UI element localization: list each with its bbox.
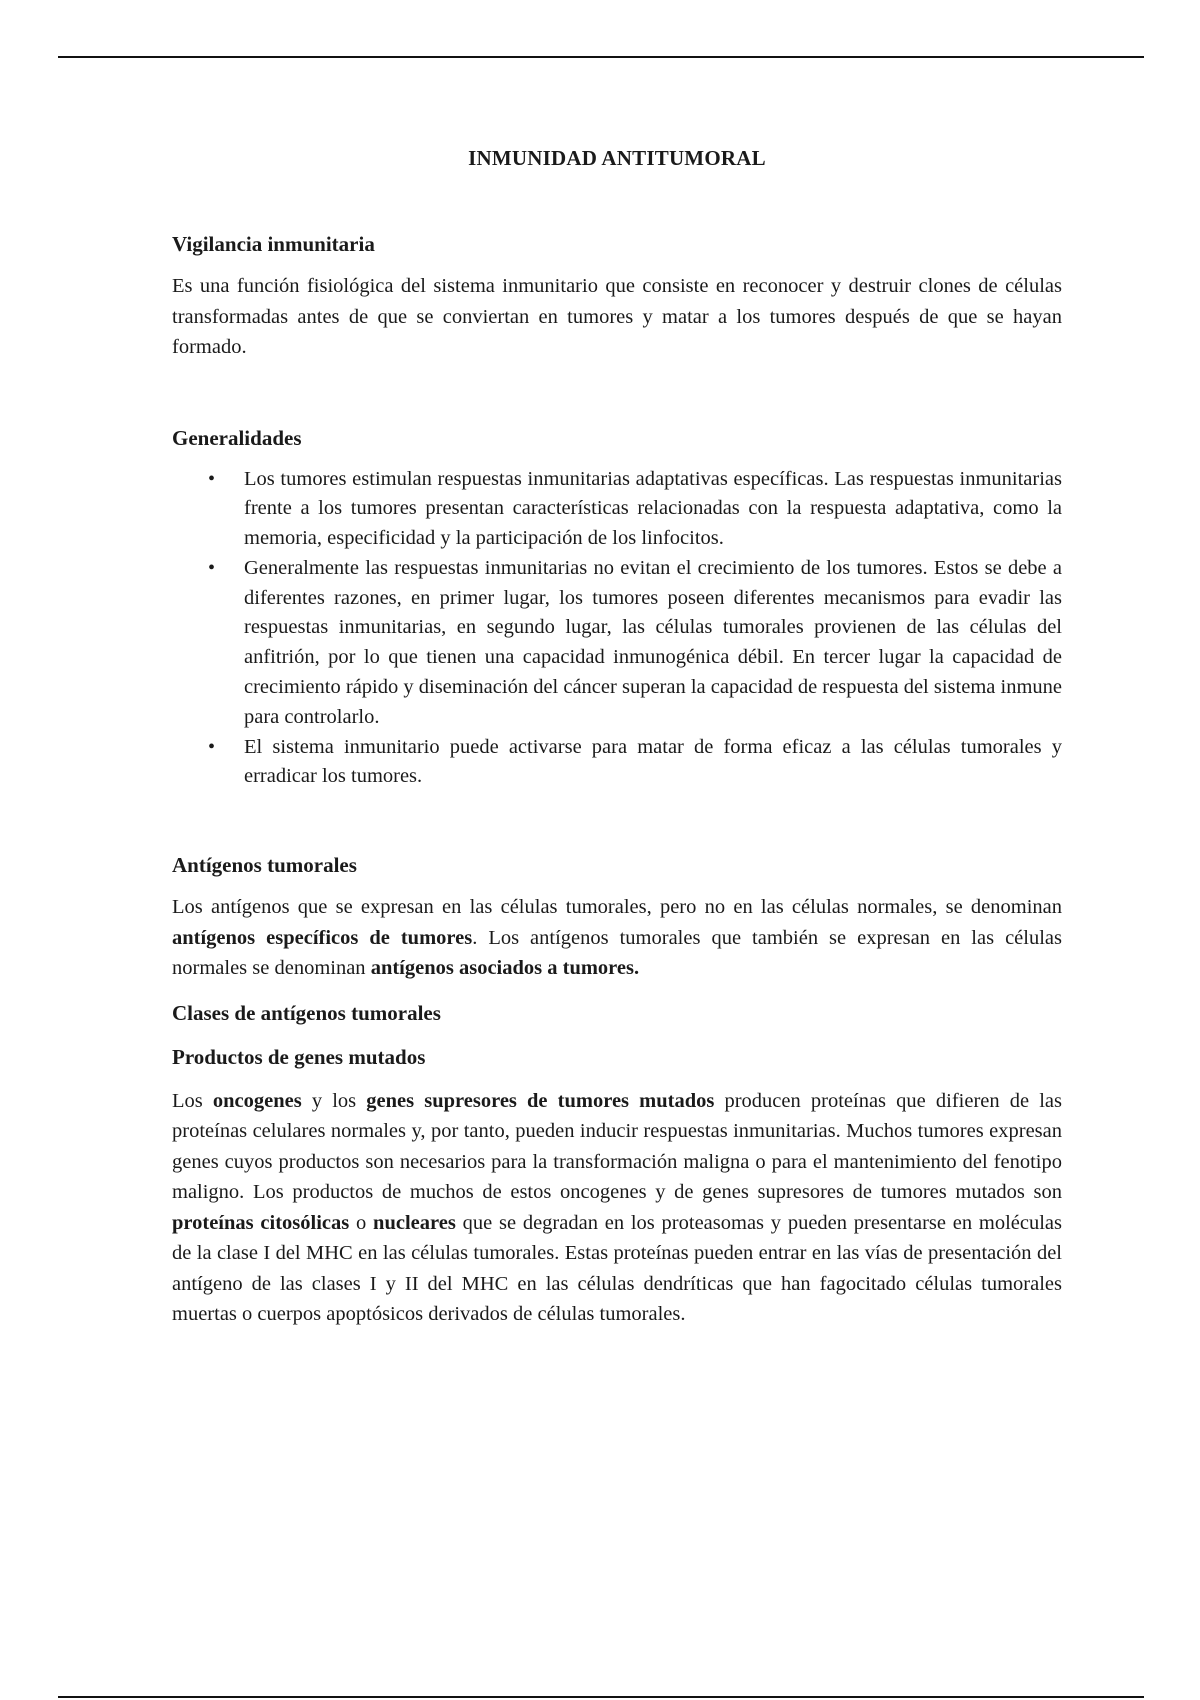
text-run: y los: [301, 1089, 367, 1112]
section-heading: Antígenos tumorales: [172, 853, 357, 878]
section-heading-productos: Productos de genes mutados: [172, 1044, 426, 1069]
bold-term: nucleares: [373, 1211, 456, 1234]
text-run: Los: [172, 1089, 213, 1112]
text-run: o: [349, 1211, 374, 1234]
bold-term: oncogenes: [212, 1089, 302, 1112]
section-heading: Vigilancia inmunitaria: [172, 232, 375, 256]
section-paragraph: [172, 892, 1062, 984]
text-run: Los antígenos que se expresan en las células tumorales, pero no en las células normales, se denominan: [172, 896, 1062, 919]
section-paragraph: Es una función fisiológica del sistema inmunitario que consiste en reconocer y destruir clones de células transformadas antes de que se conviertan en tumores y matar a los tumores después de que se hayan formado.: [172, 275, 1062, 358]
list-item: • El sistema inmunitario puede activarse para matar de forma eficaz a las células tumorales y erradicar los tumores.: [244, 733, 1062, 793]
section-paragraph: [172, 1086, 1062, 1330]
list-item: • Generalmente las respuestas inmunitarias no evitan el crecimiento de los tumores. Estos se debe a diferentes razones, en primer lugar, los tumores poseen diferentes mecanismos para evadir las respuestas inmunitarias, en segundo lugar, las células tumorales provienen de las células del anfitrión, por lo que tienen una capacidad inmunogénica débil. En tercer lugar la capacidad de crecimiento rápido y diseminación del cáncer superan la capacidad de respuesta del sistema inmune para controlarlo.: [244, 554, 1062, 733]
bullet-list: [172, 465, 1062, 793]
bold-term: antígenos asociados a tumores.: [370, 957, 640, 980]
document-page: [172, 140, 1062, 1330]
text-run: . Los antígenos tumorales que también se expresan en las células normales se denominan: [172, 926, 1062, 980]
section-vigilancia-inmunitaria: [172, 229, 1062, 363]
section-heading: Generalidades: [172, 425, 302, 450]
section-generalidades: [172, 423, 1062, 793]
bold-term: proteínas citosólicas: [172, 1211, 350, 1234]
bold-term: genes supresores de tumores mutados: [366, 1089, 715, 1112]
list-item: • Los tumores estimulan respuestas inmunitarias adaptativas específicas. Las respuestas inmunitarias frente a los tumores presentan características relacionadas con la respuesta adaptativa, como la memoria, especificidad y la participación de los linfocitos.: [244, 465, 1062, 554]
document-title: INMUNIDAD ANTITUMORAL: [468, 146, 766, 170]
section-antigenos-tumorales: [172, 850, 1062, 984]
bottom-rule: [58, 1696, 1144, 1698]
text-run: que se degradan en los proteasomas y pueden presentarse en moléculas de la clase I del MHC en las células tumorales. Estas proteínas pueden entrar en las vías de presentación del antígeno de las clases I y II del MHC en las células dendríticas que han fagocitado células tumorales muertas o cuerpos apoptósicos derivados de células tumorales.: [172, 1211, 1063, 1326]
bold-term: antígenos específicos de tumores: [172, 926, 473, 949]
top-rule: [58, 56, 1144, 58]
text-run: producen proteínas que difieren de las proteínas celulares normales y, por tanto, pueden inducir respuestas inmunitarias. Muchos tumores expresan genes cuyos productos son necesarios para la transformación maligna o para el mantenimiento del fenotipo maligno. Los productos de muchos de estos oncogenes y de genes supresores de tumores mutados son: [172, 1089, 1063, 1204]
section-heading-clases: Clases de antígenos tumorales: [172, 1000, 441, 1025]
